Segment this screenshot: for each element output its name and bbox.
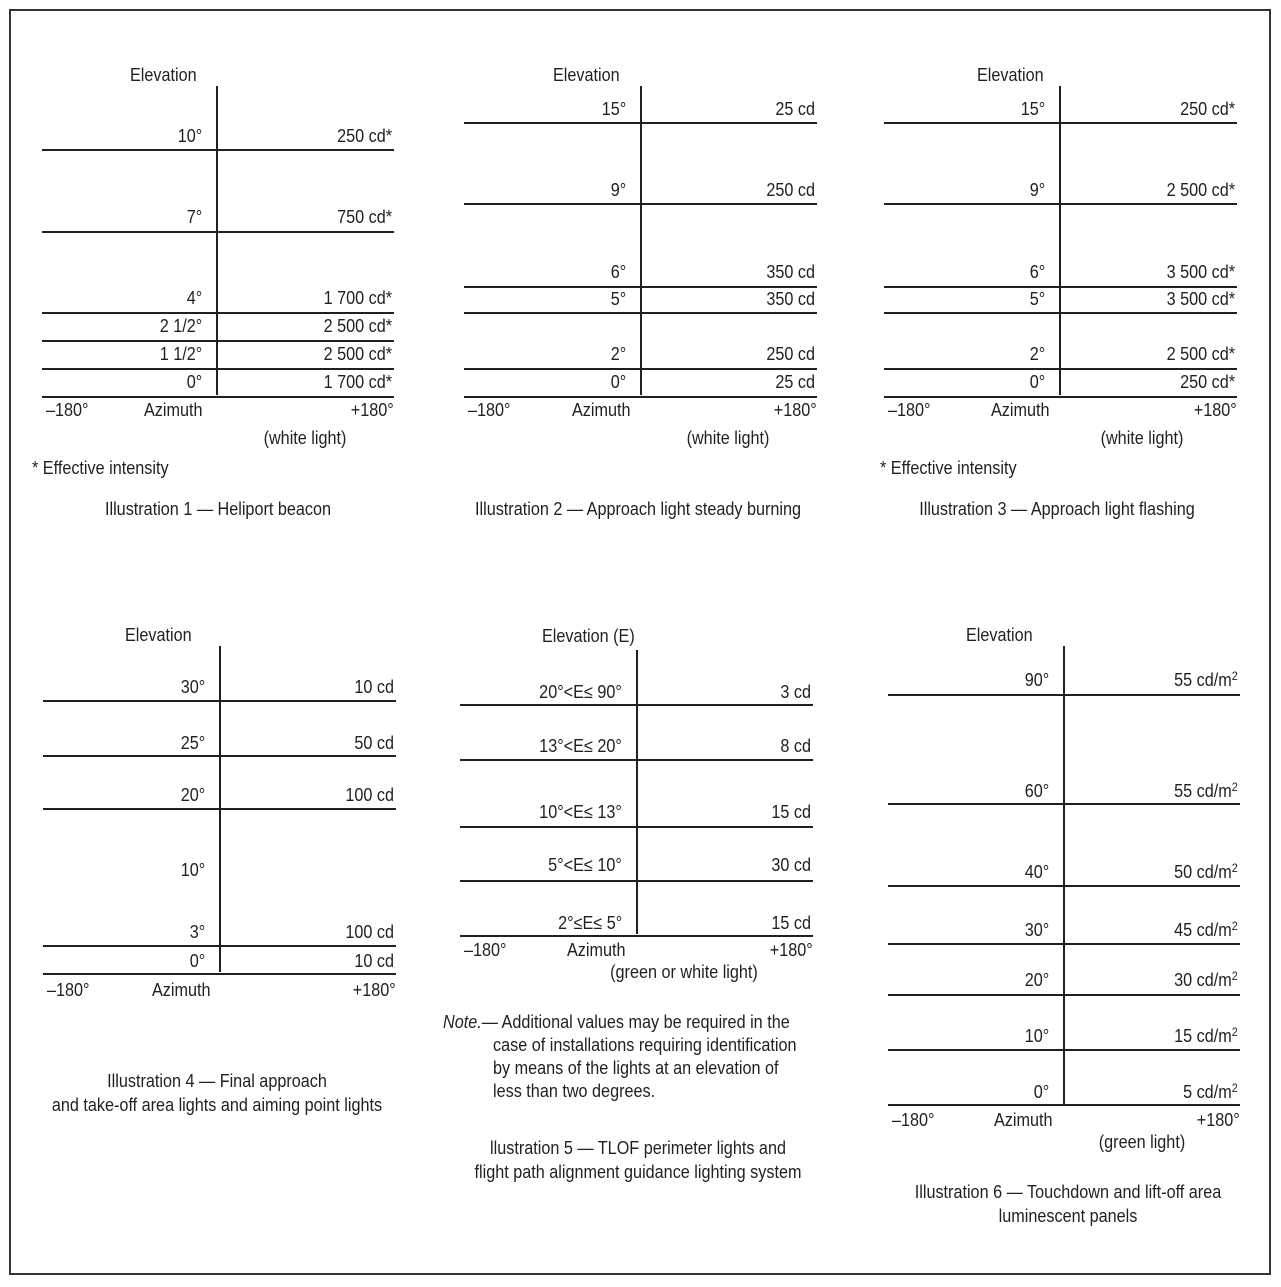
elevation-value: 5°<E≤ 10° xyxy=(548,855,622,875)
light-color: (green or white light) xyxy=(610,962,758,982)
intensity-text: 100 cd xyxy=(345,922,394,942)
intensity-value xyxy=(1167,262,1235,282)
elevation-value: 10° xyxy=(177,126,202,146)
elevation-value: 13°<E≤ 20° xyxy=(539,736,622,756)
azimuth-label: Azimuth xyxy=(572,400,631,420)
intensity-value xyxy=(354,677,394,697)
light-color: (green light) xyxy=(1098,1132,1186,1152)
illustration-caption: Illustration 4 — Final approach and take-off area lights and aiming point lights xyxy=(51,1071,383,1115)
elevation-axis xyxy=(640,86,642,395)
elevation-value: 0° xyxy=(186,372,202,392)
intensity-text: 3 500 cd* xyxy=(1166,262,1235,282)
note-line: case of installations requiring identification xyxy=(493,1035,797,1055)
intensity-text: 250 cd* xyxy=(1180,99,1235,119)
elevation-boundary-line xyxy=(460,880,813,882)
elevation-boundary-line xyxy=(42,231,394,233)
intensity-text: 50 cd/m xyxy=(1174,862,1232,882)
elevation-value: 0° xyxy=(189,951,205,971)
intensity-text: 30 cd/m xyxy=(1174,970,1232,990)
intensity-value xyxy=(337,126,392,146)
intensity-text: 3 cd xyxy=(780,682,811,702)
elevation-boundary-line xyxy=(464,203,817,205)
elevation-boundary-line xyxy=(884,286,1237,288)
elevation-boundary-line xyxy=(464,396,817,398)
intensity-text: 55 cd/m xyxy=(1174,781,1232,801)
intensity-value xyxy=(324,316,392,336)
elevation-value: 90° xyxy=(1024,670,1049,690)
intensity-value xyxy=(771,913,811,933)
elevation-value: 3° xyxy=(189,922,205,942)
intensity-text: 8 cd xyxy=(780,736,811,756)
azimuth-min: –180° xyxy=(46,400,89,420)
intensity-text: 3 500 cd* xyxy=(1166,289,1235,309)
note-line: less than two degrees. xyxy=(493,1081,656,1101)
elevation-boundary-line xyxy=(888,803,1240,805)
intensity-text: 10 cd xyxy=(354,951,394,971)
intensity-text: 100 cd xyxy=(345,785,394,805)
intensity-value xyxy=(775,372,815,392)
intensity-text: 25 cd xyxy=(775,372,815,392)
light-color: (white light) xyxy=(263,428,347,448)
intensity-value xyxy=(1174,862,1238,882)
elevation-boundary-line xyxy=(884,396,1237,398)
intensity-value xyxy=(1167,344,1235,364)
elevation-boundary-line xyxy=(888,694,1240,696)
unit-superscript: 2 xyxy=(1231,669,1238,683)
intensity-value xyxy=(766,289,815,309)
elevation-value: 2° xyxy=(1029,344,1045,364)
azimuth-max: +180° xyxy=(774,400,817,420)
light-color: (white light) xyxy=(686,428,770,448)
elevation-axis xyxy=(1059,86,1061,395)
elevation-boundary-line xyxy=(884,122,1237,124)
intensity-value xyxy=(780,682,811,702)
note-line xyxy=(443,1011,790,1034)
elevation-boundary-line xyxy=(464,368,817,370)
intensity-value xyxy=(766,180,815,200)
elevation-label: Elevation xyxy=(977,65,1044,85)
intensity-text: 45 cd/m xyxy=(1174,920,1232,940)
azimuth-min: –180° xyxy=(888,400,931,420)
elevation-axis xyxy=(1063,646,1065,1104)
note-text: Additional values may be required in the xyxy=(497,1012,790,1032)
intensity-value xyxy=(324,344,392,364)
elevation-boundary-line xyxy=(42,312,394,314)
intensity-text: 250 cd* xyxy=(337,126,392,146)
azimuth-max: +180° xyxy=(1194,400,1237,420)
unit-superscript: 2 xyxy=(1231,1025,1238,1039)
elevation-boundary-line xyxy=(42,340,394,342)
intensity-value xyxy=(1183,1082,1238,1102)
azimuth-max: +180° xyxy=(770,940,813,960)
intensity-value xyxy=(324,372,392,392)
elevation-value: 6° xyxy=(1029,262,1045,282)
elevation-value: 2° xyxy=(610,344,626,364)
intensity-text: 5 cd/m xyxy=(1183,1082,1232,1102)
intensity-text: 10 cd xyxy=(354,677,394,697)
elevation-boundary-line xyxy=(884,312,1237,314)
azimuth-min: –180° xyxy=(47,980,90,1000)
elevation-value: 4° xyxy=(186,288,202,308)
elevation-label: Elevation xyxy=(966,625,1033,645)
intensity-value xyxy=(354,733,394,753)
elevation-value: 2 1/2° xyxy=(159,316,202,336)
elevation-value: 10° xyxy=(180,860,205,880)
unit-superscript: 2 xyxy=(1231,1081,1238,1095)
elevation-boundary-line xyxy=(460,935,813,937)
unit-superscript: 2 xyxy=(1231,969,1238,983)
elevation-value: 10°<E≤ 13° xyxy=(539,802,622,822)
azimuth-label: Azimuth xyxy=(994,1110,1053,1130)
elevation-value: 0° xyxy=(610,372,626,392)
intensity-value xyxy=(766,262,815,282)
intensity-text: 2 500 cd* xyxy=(1166,344,1235,364)
intensity-text: 350 cd xyxy=(766,289,815,309)
intensity-value xyxy=(337,207,392,227)
intensity-value xyxy=(771,802,811,822)
intensity-value xyxy=(1180,372,1235,392)
note-label: Note.— xyxy=(443,1012,498,1032)
intensity-value xyxy=(1174,970,1238,990)
intensity-text: 25 cd xyxy=(775,99,815,119)
azimuth-max: +180° xyxy=(1197,1110,1240,1130)
elevation-label: Elevation xyxy=(125,625,192,645)
intensity-value xyxy=(1174,920,1238,940)
intensity-value xyxy=(1167,180,1235,200)
elevation-boundary-line xyxy=(464,122,817,124)
intensity-text: 350 cd xyxy=(766,262,815,282)
azimuth-label: Azimuth xyxy=(991,400,1050,420)
elevation-boundary-line xyxy=(464,286,817,288)
illustration-caption: Illustration 3 — Approach light flashing xyxy=(919,499,1195,519)
intensity-value xyxy=(1174,781,1238,801)
elevation-value: 40° xyxy=(1024,862,1049,882)
illustration-caption: Illustration 1 — Heliport beacon xyxy=(104,499,332,519)
azimuth-label: Azimuth xyxy=(567,940,626,960)
elevation-boundary-line xyxy=(884,203,1237,205)
elevation-axis xyxy=(636,650,638,934)
illustration-caption: Illustration 2 — Approach light steady burning xyxy=(475,499,801,519)
footnote: * Effective intensity xyxy=(880,458,1017,478)
intensity-value xyxy=(1167,289,1235,309)
elevation-value: 15° xyxy=(1020,99,1045,119)
intensity-text: 2 500 cd* xyxy=(323,344,392,364)
elevation-value: 30° xyxy=(1024,920,1049,940)
elevation-value: 1 1/2° xyxy=(159,344,202,364)
intensity-value xyxy=(1174,1026,1238,1046)
elevation-boundary-line xyxy=(884,368,1237,370)
elevation-label: Elevation xyxy=(130,65,197,85)
elevation-value: 10° xyxy=(1024,1026,1049,1046)
elevation-boundary-line xyxy=(43,973,396,975)
elevation-value: 20°<E≤ 90° xyxy=(539,682,622,702)
elevation-value: 7° xyxy=(186,207,202,227)
intensity-value xyxy=(345,785,394,805)
intensity-value xyxy=(345,922,394,942)
elevation-boundary-line xyxy=(43,700,396,702)
elevation-value: 20° xyxy=(1024,970,1049,990)
elevation-boundary-line xyxy=(888,1104,1240,1106)
intensity-text: 1 700 cd* xyxy=(323,288,392,308)
elevation-boundary-line xyxy=(43,755,396,757)
elevation-label: Elevation (E) xyxy=(542,626,635,646)
intensity-text: 50 cd xyxy=(354,733,394,753)
intensity-text: 15 cd xyxy=(771,802,811,822)
intensity-value xyxy=(771,855,811,875)
elevation-boundary-line xyxy=(460,759,813,761)
elevation-value: 5° xyxy=(610,289,626,309)
elevation-boundary-line xyxy=(460,826,813,828)
intensity-text: 15 cd/m xyxy=(1174,1026,1232,1046)
intensity-value xyxy=(766,344,815,364)
intensity-text: 55 cd/m xyxy=(1174,670,1232,690)
elevation-value: 6° xyxy=(610,262,626,282)
azimuth-label: Azimuth xyxy=(144,400,203,420)
elevation-value: 15° xyxy=(601,99,626,119)
azimuth-min: –180° xyxy=(464,940,507,960)
elevation-boundary-line xyxy=(42,396,394,398)
note-line: by means of the lights at an elevation of xyxy=(493,1058,779,1078)
intensity-value xyxy=(780,736,811,756)
elevation-axis xyxy=(216,86,218,395)
azimuth-max: +180° xyxy=(351,400,394,420)
illustration-caption: llustration 5 — TLOF perimeter lights and flight path alignment guidance lighting system xyxy=(474,1138,802,1182)
intensity-text: 30 cd xyxy=(771,855,811,875)
intensity-text: 15 cd xyxy=(771,913,811,933)
elevation-label: Elevation xyxy=(553,65,620,85)
elevation-boundary-line xyxy=(460,704,813,706)
elevation-boundary-line xyxy=(888,994,1240,996)
light-color: (white light) xyxy=(1100,428,1184,448)
intensity-value xyxy=(1174,670,1238,690)
intensity-text: 750 cd* xyxy=(337,207,392,227)
intensity-value xyxy=(324,288,392,308)
azimuth-label: Azimuth xyxy=(152,980,211,1000)
intensity-text: 2 500 cd* xyxy=(1166,180,1235,200)
elevation-value: 2°≤E≤ 5° xyxy=(557,913,622,933)
elevation-value: 0° xyxy=(1033,1082,1049,1102)
footnote: * Effective intensity xyxy=(32,458,169,478)
elevation-boundary-line xyxy=(42,149,394,151)
elevation-boundary-line xyxy=(464,312,817,314)
intensity-text: 1 700 cd* xyxy=(323,372,392,392)
elevation-value: 20° xyxy=(180,785,205,805)
intensity-value xyxy=(775,99,815,119)
elevation-boundary-line xyxy=(888,885,1240,887)
elevation-value: 30° xyxy=(180,677,205,697)
elevation-value: 5° xyxy=(1029,289,1045,309)
unit-superscript: 2 xyxy=(1231,780,1238,794)
elevation-boundary-line xyxy=(43,945,396,947)
azimuth-min: –180° xyxy=(892,1110,935,1130)
intensity-value xyxy=(354,951,394,971)
azimuth-max: +180° xyxy=(353,980,396,1000)
intensity-text: 250 cd* xyxy=(1180,372,1235,392)
intensity-text: 250 cd xyxy=(766,180,815,200)
elevation-value: 9° xyxy=(610,180,626,200)
elevation-boundary-line xyxy=(888,1049,1240,1051)
azimuth-min: –180° xyxy=(468,400,511,420)
intensity-text: 250 cd xyxy=(766,344,815,364)
elevation-boundary-line xyxy=(888,943,1240,945)
intensity-text: 2 500 cd* xyxy=(323,316,392,336)
elevation-value: 25° xyxy=(180,733,205,753)
elevation-value: 60° xyxy=(1024,781,1049,801)
elevation-value: 0° xyxy=(1029,372,1045,392)
elevation-boundary-line xyxy=(43,808,396,810)
intensity-value xyxy=(1180,99,1235,119)
elevation-value: 9° xyxy=(1029,180,1045,200)
unit-superscript: 2 xyxy=(1231,919,1238,933)
illustration-caption: Illustration 6 — Touchdown and lift-off area luminescent panels xyxy=(914,1182,1222,1226)
unit-superscript: 2 xyxy=(1231,861,1238,875)
elevation-boundary-line xyxy=(42,368,394,370)
